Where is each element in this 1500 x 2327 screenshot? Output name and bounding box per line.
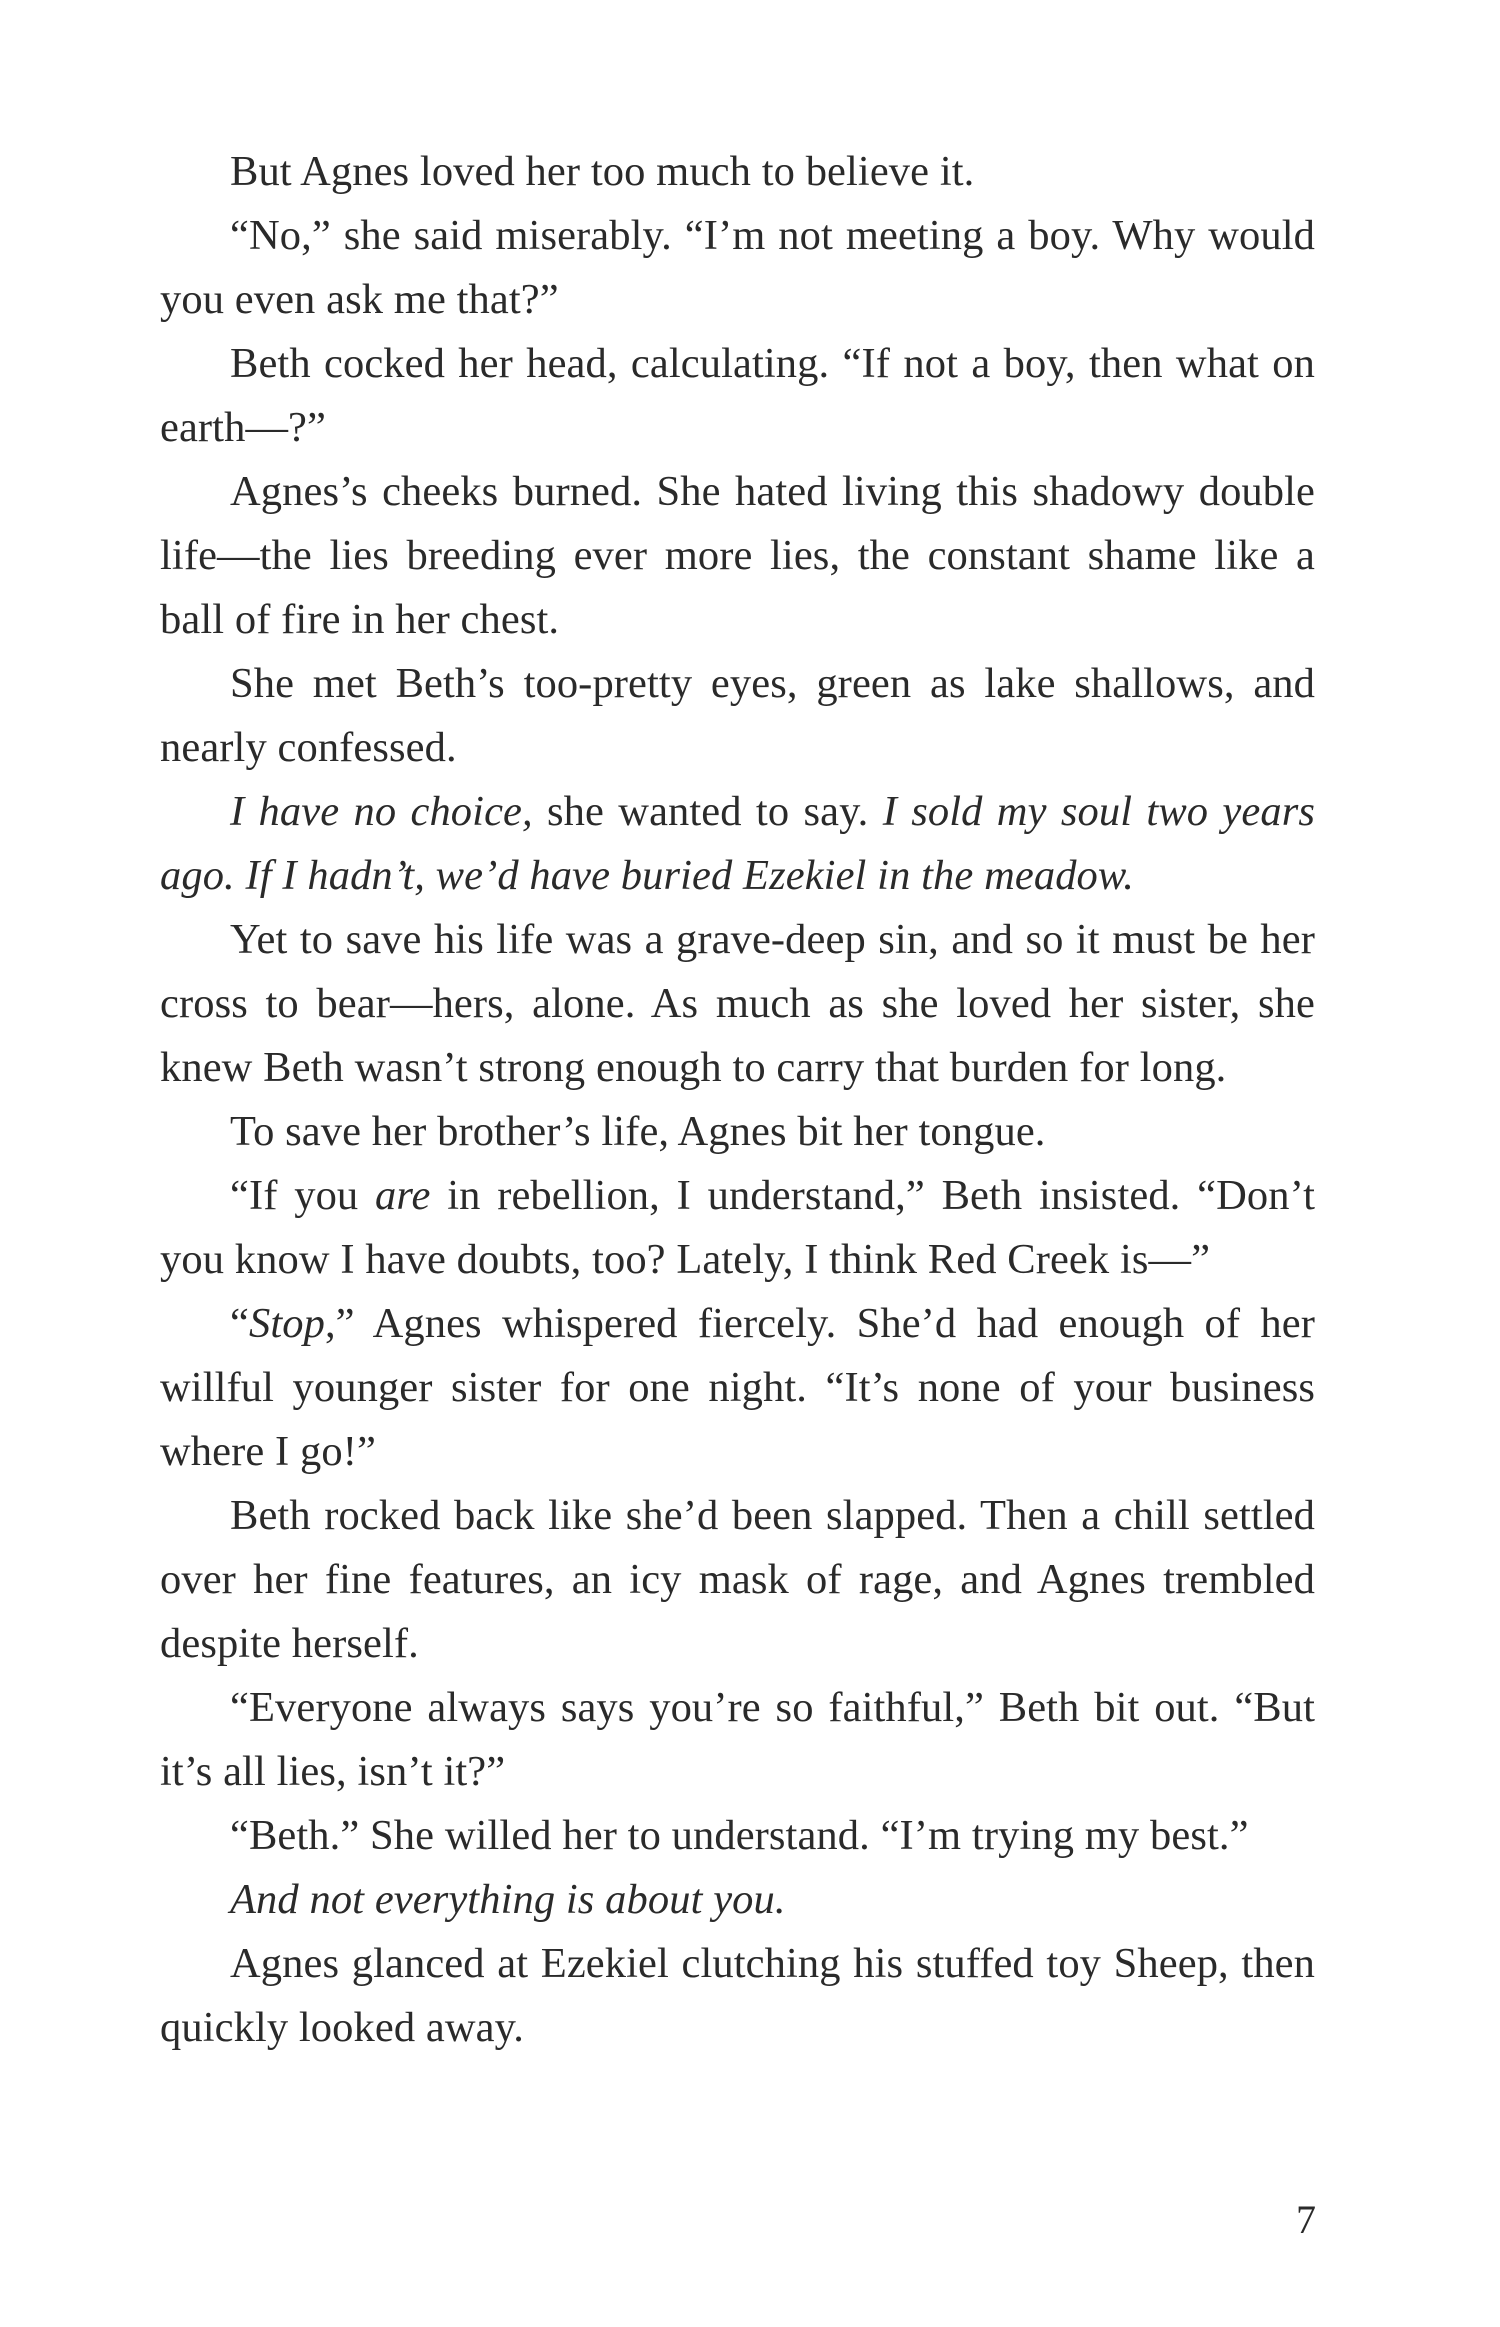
text-run: Beth cocked her head, calculating. “If not a boy, then what on earth—?” <box>160 340 1315 451</box>
text-run: Agnes glanced at Ezekiel clutching his stuffed toy Sheep, then quickly looked away. <box>160 1940 1315 2051</box>
text-run: Beth rocked back like she’d been slapped. Then a chill settled over her fine features, an icy mask of rage, and Agnes trembled despite herself. <box>160 1492 1315 1667</box>
text-run: “ <box>230 1300 249 1347</box>
text-run: “Everyone always says you’re so faithful,” Beth bit out. “But it’s all lies, isn’t it?” <box>160 1684 1315 1795</box>
text-run: Yet to save his life was a grave-deep sin, and so it must be her cross to bear—hers, alone. As much as she loved her sister, she knew Beth wasn’t strong enough to carry that burden for long. <box>160 916 1315 1091</box>
paragraph <box>160 1100 1315 1164</box>
italic-text: And not everything is about you. <box>230 1876 786 1923</box>
paragraph <box>160 204 1315 332</box>
text-run: Agnes’s cheeks burned. She hated living this shadowy double life—the lies breeding ever more lies, the constant shame like a ball of fire in her chest. <box>160 468 1315 643</box>
paragraph <box>160 140 1315 204</box>
italic-text: I have no choice, <box>230 788 533 835</box>
page-number: 7 <box>1296 2197 1316 2242</box>
paragraph <box>160 1932 1315 2060</box>
paragraph <box>160 1292 1315 1484</box>
paragraph <box>160 1868 1315 1932</box>
paragraph <box>160 1804 1315 1868</box>
text-run: To save her brother’s life, Agnes bit her tongue. <box>230 1108 1046 1155</box>
text-run: she wanted to say. <box>532 788 883 835</box>
italic-text: I sold my soul two years ago. If I hadn’t, we’d have buried Ezekiel in the meadow. <box>160 788 1315 899</box>
italic-text: Stop <box>248 1300 325 1347</box>
text-run: in rebellion, I understand,” Beth insisted. “Don’t you know I have doubts, too? Lately, I think Red Creek is—” <box>160 1172 1315 1283</box>
italic-text: are <box>375 1172 431 1219</box>
paragraph <box>160 1676 1315 1804</box>
paragraph <box>160 652 1315 780</box>
paragraph <box>160 780 1315 908</box>
text-run: “If you <box>230 1172 376 1219</box>
text-run: ,” Agnes whispered fiercely. She’d had enough of her willful younger sister for one night. “It’s none of your business where I go!” <box>160 1300 1315 1475</box>
paragraph <box>160 908 1315 1100</box>
paragraph <box>160 1484 1315 1676</box>
paragraph <box>160 1164 1315 1292</box>
text-run: “No,” she said miserably. “I’m not meeting a boy. Why would you even ask me that?” <box>160 212 1315 323</box>
text-run: “Beth.” She willed her to understand. “I’m trying my best.” <box>230 1812 1249 1859</box>
body-text <box>160 140 1315 2060</box>
paragraph <box>160 460 1315 652</box>
text-run: But Agnes loved her too much to believe it. <box>230 148 975 195</box>
text-run: She met Beth’s too-pretty eyes, green as lake shallows, and nearly confessed. <box>160 660 1315 771</box>
paragraph <box>160 332 1315 460</box>
